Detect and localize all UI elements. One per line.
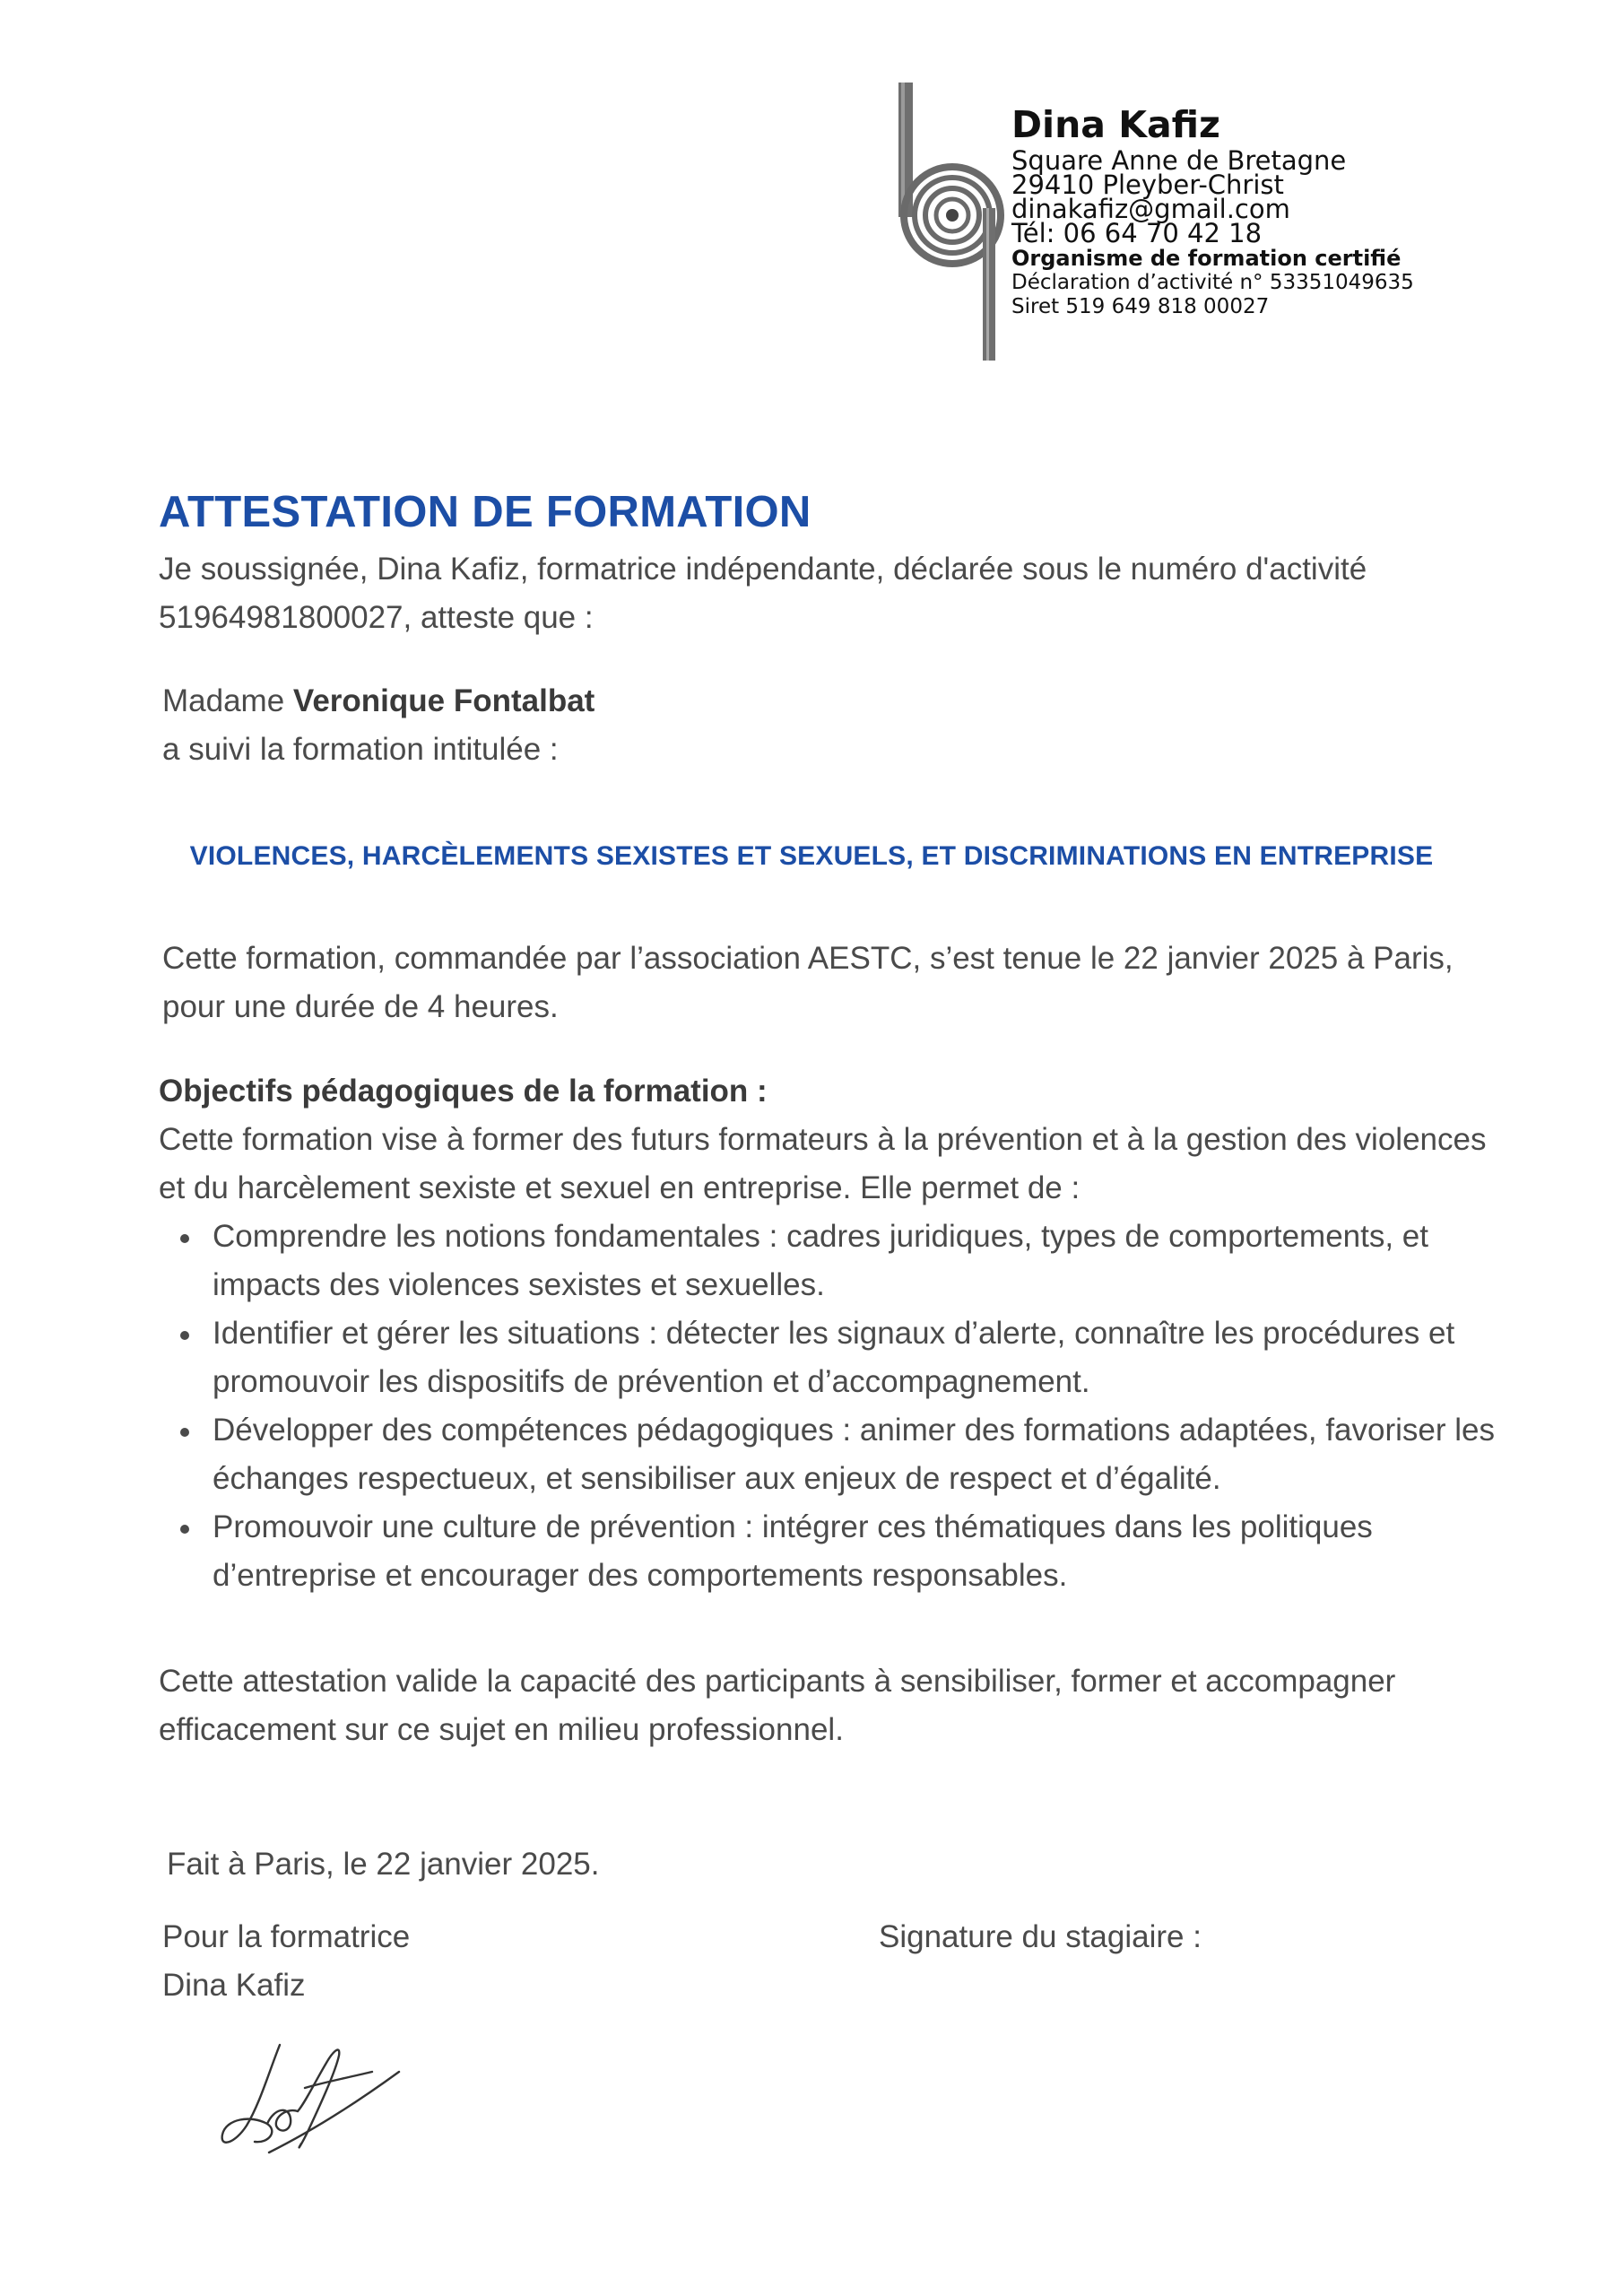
course-title: VIOLENCES, HARCÈLEMENTS SEXISTES ET SEXUELS, ET DISCRIMINATIONS EN ENTREPRISE [189,841,1434,871]
letterhead-city: 29410 Pleyber-Christ [1011,170,1284,200]
recipient-salutation: Madame [162,683,285,718]
letterhead-declaration: Déclaration d’activité n° 53351049635 [1011,271,1414,294]
recipient-line [162,677,1418,726]
page-title: ATTESTATION DE FORMATION [159,488,812,536]
letterhead-phone: Tél: 06 64 70 42 18 [1011,218,1263,248]
objectives-text: Cette formation vise à former des futurs formateurs à la prévention et à la gestion des violences et du harcèlement sexiste et sexuel en entreprise. Elle permet de : [159,1122,1487,1205]
letterhead-email: dinakafiz@gmail.com [1011,194,1290,224]
letterhead-name: Dina Kafiz [1011,103,1220,146]
trainer-name: Dina Kafiz [162,1968,306,2003]
recipient-name: Veronique Fontalbat [292,683,595,718]
objectives-list [159,1213,1522,1600]
letterhead [1011,100,1594,319]
letterhead-street: Square Anne de Bretagne [1011,145,1347,176]
course-info: Cette formation, commandée par l’association AESTC, s’est tenue le 22 janvier 2025 à Paris, pour une durée de 4 heures. [162,941,1454,1024]
list-item: Comprendre les notions fondamentales : cadres juridiques, types de comportements, et impacts des violences sexistes et sexuelles. [159,1213,1522,1309]
place-date: Fait à Paris, le 22 janvier 2025. [167,1847,600,1882]
closing-paragraph: Cette attestation valide la capacité des participants à sensibiliser, former et accompagner efficacement sur ce sujet en milieu professionnel. [159,1664,1396,1747]
trainee-signature-label: Signature du stagiaire : [879,1919,1202,1954]
recipient-block [162,677,1418,774]
trainer-label: Pour la formatrice [162,1919,411,1954]
recipient-followed: a suivi la formation intitulée : [162,732,559,767]
list-item: Identifier et gérer les situations : détecter les signaux d’alerte, connaître les procédures et promouvoir les dispositifs de prévention et d’accompagnement. [159,1309,1522,1406]
letterhead-siret: Siret 519 649 818 00027 [1011,295,1270,318]
handwritten-signature [215,2018,412,2170]
intro-paragraph: Je soussignée, Dina Kafiz, formatrice indépendante, déclarée sous le numéro d'activité 51964981800027, atteste que : [159,552,1367,635]
trainer-signature-block [162,1913,700,2010]
objectives-title: Objectifs pédagogiques de la formation : [159,1074,768,1109]
logo [897,83,1013,361]
list-item: Promouvoir une culture de prévention : intégrer ces thématiques dans les politiques d’entreprise et encourager des comportements responsables. [159,1503,1522,1600]
list-item: Développer des compétences pédagogiques : animer des formations adaptées, favoriser les échanges respectueux, et sensibiliser aux enjeux de respect et d’égalité. [159,1406,1522,1503]
letterhead-certified: Organisme de formation certifié [1011,246,1402,271]
